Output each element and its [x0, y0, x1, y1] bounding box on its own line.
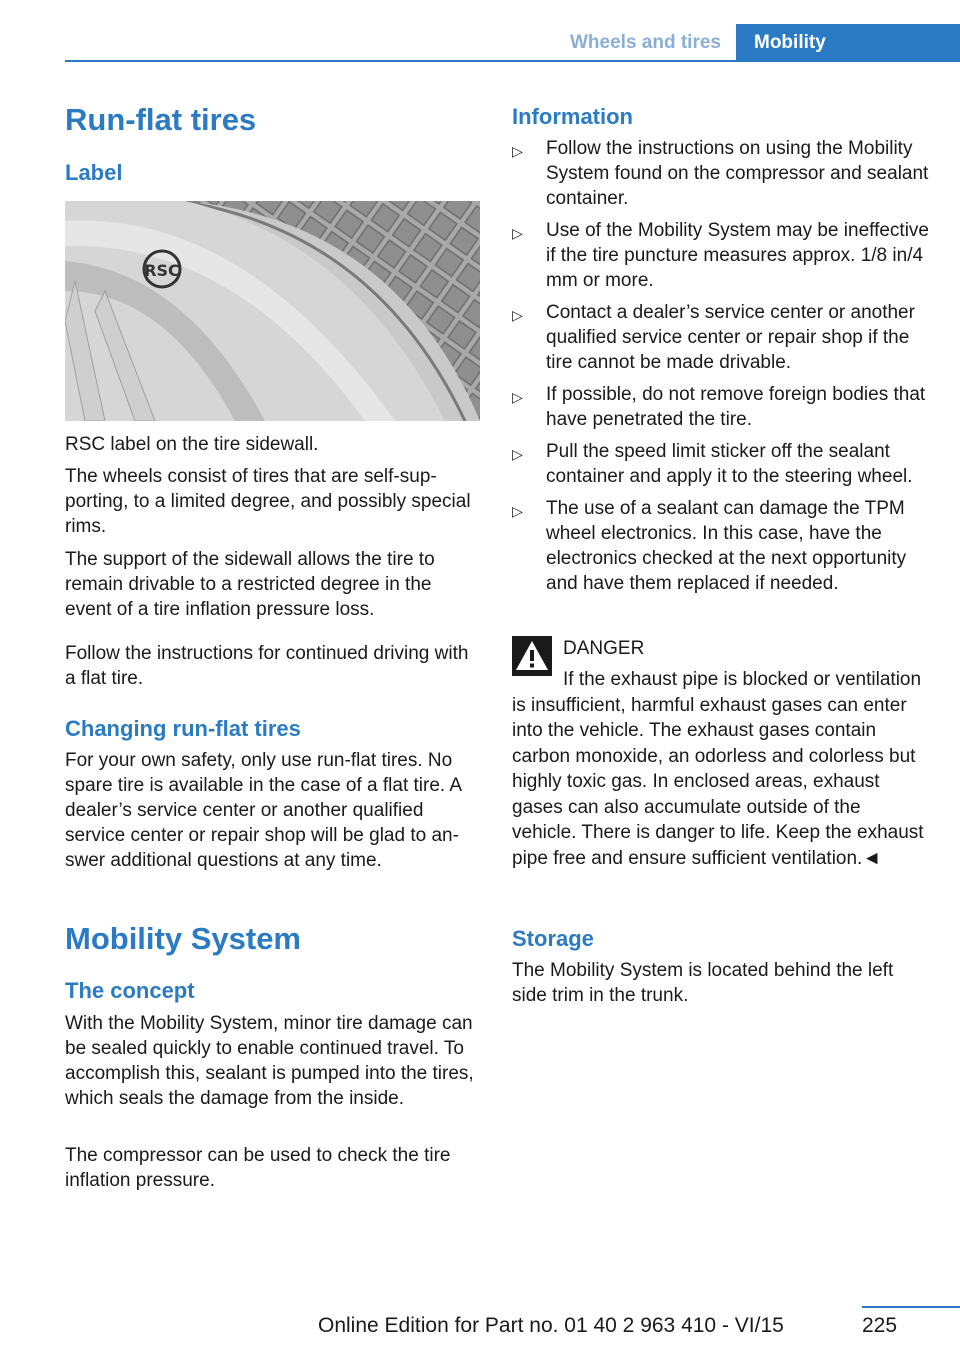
page-number: 225: [862, 1314, 898, 1337]
bullet-triangle-icon: ▷: [512, 307, 523, 323]
storage-heading: Storage: [512, 926, 594, 951]
paragraph-concept: With the Mobility System, minor tire damage can be sealed quickly to enable continued travel. To accomplish this, sealant is pumped into the tires, which seals the damage from the inside.: [65, 1013, 474, 1109]
list-item: ▷ Pull the speed limit sticker off the sealant container and apply it to the steering wheel.: [512, 441, 913, 487]
list-item: ▷ Use of the Mobility System may be ineffective if the tire puncture measures approx. 1/8 in/4 mm or more.: [512, 220, 929, 291]
label-heading: Label: [65, 160, 123, 185]
header-chapter-tab: Mobility: [736, 24, 960, 61]
paragraph-wheels: The wheels consist of tires that are self-supporting, to a limited degree, and possibly special rims.: [65, 466, 471, 537]
tire-illustration: [65, 201, 480, 421]
list-item: ▷ Follow the instructions on using the Mobility System found on the compressor and sealant container.: [512, 138, 929, 209]
list-item: ▷ Contact a dealer’s service center or another qualified service center or repair shop if the tire cannot be made drivable.: [512, 302, 915, 373]
bullet-triangle-icon: ▷: [512, 225, 523, 241]
mobility-system-title: Mobility System: [65, 921, 301, 956]
concept-heading: The concept: [65, 978, 195, 1003]
bullet-triangle-icon: ▷: [512, 389, 523, 405]
photo-caption: RSC label on the tire sidewall.: [65, 434, 319, 455]
bullet-triangle-icon: ▷: [512, 143, 523, 159]
changing-heading: Changing run-flat tires: [65, 716, 301, 741]
tire-photo: [65, 201, 480, 421]
header-section-tab: Wheels and tires: [545, 26, 735, 60]
run-flat-title: Run-flat tires: [65, 102, 257, 137]
bullet-triangle-icon: ▷: [512, 446, 523, 462]
information-list: [512, 136, 930, 603]
footer-edition: Online Edition for Part no. 01 40 2 963 410 - VI/15: [318, 1314, 784, 1337]
header-rule: [65, 60, 960, 62]
bullet-triangle-icon: ▷: [512, 503, 523, 519]
paragraph-storage: The Mobility System is located behind the left side trim in the trunk.: [512, 960, 894, 1006]
footer-rule: [862, 1306, 960, 1308]
paragraph-sidewall: The support of the sidewall allows the tire to remain drivable to a restricted degree in the event of a tire inflation pressure loss.: [65, 549, 435, 620]
svg-text:RSC: RSC: [144, 261, 180, 280]
list-item: ▷ If possible, do not remove foreign bodies that have penetrated the tire.: [512, 384, 926, 430]
paragraph-changing: For your own safety, only use run-flat tires. No spare tire is available in the case of a flat tire. A dealer’s service center or another qualified service center or repair shop will be glad to answer additional questions at any time.: [65, 750, 462, 871]
paragraph-compressor: The compressor can be used to check the tire inflation pressure.: [65, 1145, 451, 1191]
information-heading: Information: [512, 104, 633, 129]
danger-text: If the exhaust pipe is blocked or ventilation is insufficient, harmful exhaust gases can enter into the vehicle. The exhaust gases contain carbon monoxide, an odorless and colorless but highly toxic gas. In enclosed areas, exhaust gases can also accumulate outside of the vehicle. There is danger to life. Keep the exhaust pipe free and ensure sufficient ventilation.◄: [512, 669, 924, 869]
list-item: ▷ The use of a sealant can damage the TPM wheel electronics. In this case, have the electronics checked at the next opportunity and have them replaced if needed.: [512, 498, 907, 594]
paragraph-follow: Follow the instructions for continued driving with a flat tire.: [65, 643, 469, 689]
danger-label: DANGER: [563, 638, 645, 659]
